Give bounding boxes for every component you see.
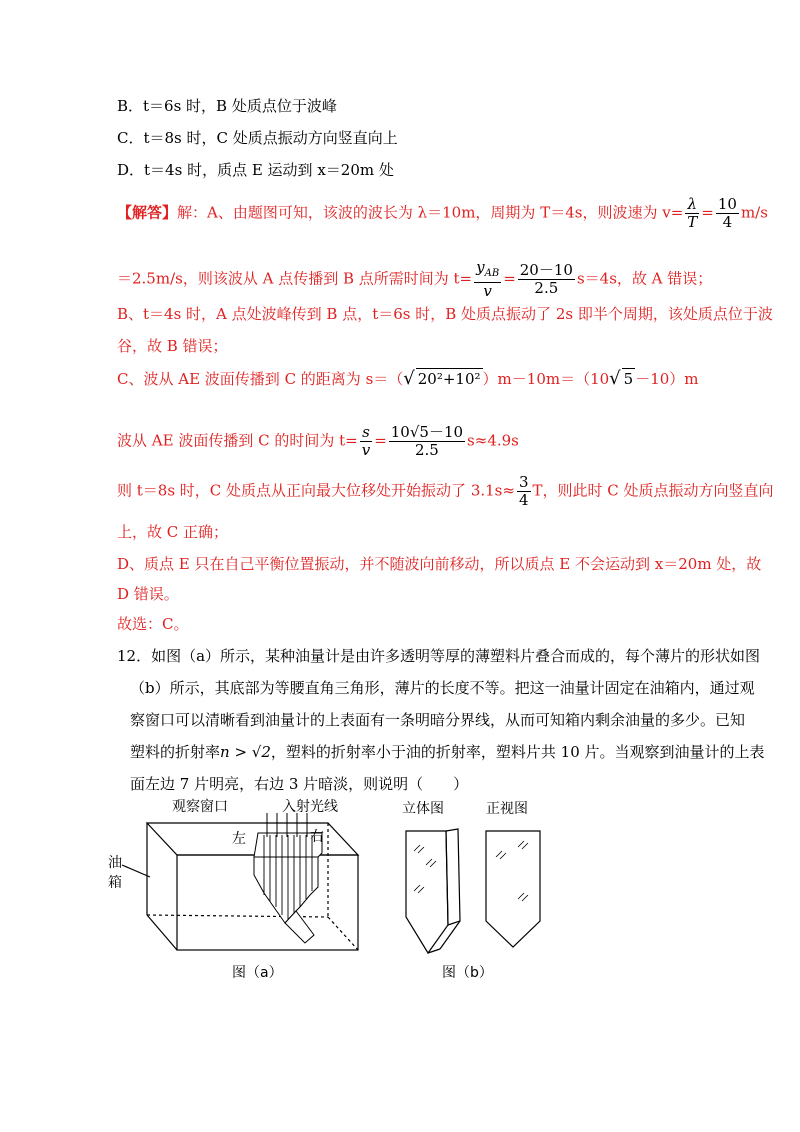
sqrt-distance: 20²+10² [417, 370, 481, 388]
caption-figure-b: 图（b） [442, 965, 493, 981]
answer-b-line2: 谷，故 B 错误； [117, 337, 228, 355]
answer-d-line2: D 错误。 [117, 585, 179, 603]
answer-c-line4: 上，故 C 正确； [117, 523, 229, 541]
option-b: B．t＝6s 时，B 处质点位于波峰 [117, 97, 337, 115]
label-tank-2: 箱 [108, 875, 122, 891]
answer-c-line1: C、波从 AE 波面传播到 C 的距离为 s＝（√ 20²+10² ）m－10m＝（10√ 5 －10）m [117, 368, 699, 389]
option-c: C．t＝8s 时，C 处质点振动方向竖直向上 [117, 129, 398, 147]
label-tank-1: 油 [108, 855, 122, 871]
q12-line3: 察窗口可以清晰看到油量计的上表面有一条明暗分界线，从而可知箱内剩余油量的多少。已知 [130, 711, 746, 729]
answer-choice: 故选：C。 [117, 615, 189, 633]
q12-line4: 塑料的折射率n > √2，塑料的折射率小于油的折射率，塑料片共 10 片。当观察到油量计的上表 [130, 743, 765, 761]
fraction-yab-over-v: $\frac{y_{AB}}{v}$ [476, 258, 500, 300]
answer-a-text: 解：A、由题图可知，该波的波长为 λ＝10m，周期为 T＝4s，则波速为 v= [177, 203, 684, 222]
label-left: 左 [232, 831, 246, 847]
figure-b-plastic-sheet [400, 795, 580, 990]
refractive-index-condition: n > √2 [220, 743, 271, 761]
sqrt-five: 5 [623, 370, 634, 388]
answer-a-line2: ＝2.5m/s，则该波从 A 点传播到 B 点所需时间为 t= $\frac{y_{AB}}{v}$ = $\frac{20-10}{2.5}$ s＝4s，故 A 错误； [117, 258, 713, 300]
label-right: 右 [310, 829, 324, 845]
answer-a-line1: 【解答】解：A、由题图可知，该波的波长为 λ＝10m，周期为 T＝4s，则波速为 v= $\frac{\lambda}{T}$ = $\frac{10}{4}$ m/s [117, 195, 768, 231]
q12-line5: 面左边 7 片明亮，右边 3 片暗淡，则说明（ ） [130, 775, 469, 793]
label-3d-view: 立体图 [402, 801, 444, 817]
fraction-time-ab: $\frac{20-10}{2.5}$ [519, 261, 573, 297]
figure-a-oil-tank [100, 795, 390, 990]
answer-tag: 【解答】 [117, 203, 178, 222]
fraction-10-over-4: $\frac{10}{4}$ [717, 195, 737, 231]
caption-figure-a: 图（a） [232, 965, 283, 981]
fraction-lambda-over-t: $\frac{\lambda}{T}$ [687, 195, 698, 231]
option-d: D．t＝4s 时，质点 E 运动到 x＝20m 处 [117, 161, 394, 179]
fraction-time-c: $\frac{10√5-10}{2.5}$ [390, 423, 464, 459]
label-observation-window: 观察窗口 [172, 799, 228, 815]
fraction-s-over-v: $\frac{s}{v}$ [361, 423, 371, 459]
answer-c-line3: 则 t＝8s 时，C 处质点从正向最大位移处开始振动了 3.1s≈ $\frac{3}{4}$ T，则此时 C 处质点振动方向竖直向 [117, 473, 774, 509]
answer-c-line2: 波从 AE 波面传播到 C 的时间为 t= $\frac{s}{v}$ = $\frac{10√5-10}{2.5}$ s≈4.9s [117, 423, 519, 459]
label-front-view: 正视图 [486, 801, 528, 817]
fraction-3-over-4: $\frac{3}{4}$ [518, 473, 529, 509]
q12-line2: （b）所示，其底部为等腰直角三角形，薄片的长度不等。把这一油量计固定在油箱内，通过观 [130, 679, 755, 697]
answer-b-line1: B、t＝4s 时，A 点处波峰传到 B 点，t＝6s 时，B 处质点振动了 2s 即半个周期，该处质点位于波 [117, 305, 773, 323]
answer-d-line1: D、质点 E 只在自己平衡位置振动，并不随波向前移动，所以质点 E 不会运动到 x＝20m 处，故 [117, 555, 762, 573]
label-incident-light: 入射光线 [282, 799, 338, 815]
q12-line1: 12．如图（a）所示，某种油量计是由许多透明等厚的薄塑料片叠合而成的，每个薄片的形状如图 [117, 647, 761, 665]
